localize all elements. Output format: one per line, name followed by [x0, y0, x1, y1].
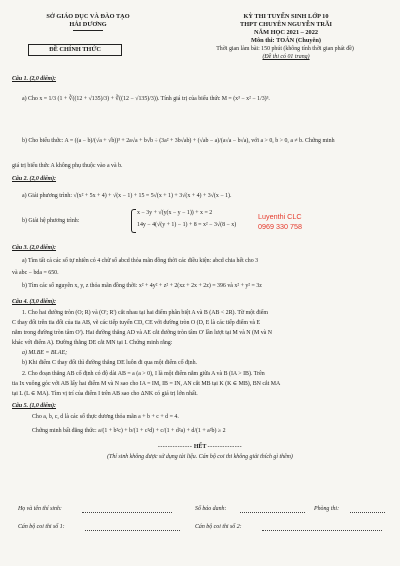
- question-4-title: Câu 4. (3,0 điểm):: [12, 299, 57, 305]
- header-divider: [73, 30, 103, 31]
- question-5-given: Cho a, b, c, d là các số thực dương thỏa mãn a + b + c + d = 4.: [32, 414, 179, 420]
- question-2b: b) Giải hệ phương trình:: [22, 218, 80, 224]
- candidate-name-field: [82, 512, 172, 513]
- proctor-2-field: [262, 530, 382, 531]
- end-mark: [150, 444, 250, 451]
- question-1-title: Câu 1. (2,0 điểm):: [12, 76, 57, 82]
- question-5-inequality: Chứng minh bất đẳng thức: a/(1 + b²c) + b/(1 + c²d) + c/(1 + d²a) + d/(1 + a²b) ≥ 2: [32, 428, 226, 434]
- question-4-1-l1: 1. Cho hai đường tròn (O; R) và (O'; R') cắt nhau tại hai điểm phân biệt A và B (AB < 2R). Từ một điểm: [22, 310, 269, 316]
- candidate-number-label: Số báo danh:: [195, 506, 227, 512]
- question-4-1-l4: khác với điểm A). Đường thẳng DE cắt MN tại I. Chứng minh rằng:: [12, 340, 173, 346]
- question-3-title: Câu 3. (2,0 điểm):: [12, 245, 57, 251]
- footer-note: (Thí sinh không được sử dụng tài liệu. Cán bộ coi thi không giải thích gì thêm): [107, 454, 293, 460]
- candidate-number-field: [240, 512, 305, 513]
- question-4-2-l1: 2. Cho đoạn thẳng AB cố định có độ dài AB = a (a > 0), I là một điểm nằm giữa A và B (IA > IB). Trên: [22, 371, 265, 377]
- proctor-2-label: Cán bộ coi thi số 2:: [195, 524, 242, 530]
- official-exam-label: ĐỀ CHÍNH THỨC: [28, 44, 122, 56]
- candidate-name-label: Họ và tên thí sinh:: [18, 506, 62, 512]
- question-5-title: Câu 5. (1,0 điểm):: [12, 403, 57, 409]
- school-name: THPT CHUYÊN NGUYỄN TRÃI: [240, 21, 332, 28]
- question-2a: a) Giải phương trình: √(x² + 5x + 4) + √(x − 1) + 15 = 5√(x + 1) + 3√(x + 4) + 3√(x − 1).: [22, 193, 232, 199]
- page-count: (Đề thi có 01 trang): [262, 54, 310, 60]
- question-1b: b) Cho biểu thức: A = ((a − b)/(√a + √b))³ + 2a√a + b√b ÷ (3a² + 3b√ab) + (√ab − a)/(a√a − b√a), với a > 0, b > 0, a ≠ b. Chứng minh: [22, 138, 335, 144]
- system-eq-1: x − 3y + √(y(x − y − 1)) + x = 2: [137, 210, 213, 216]
- question-4-2-l2: tia Ix vuông góc với AB lấy hai điểm M và N sao cho IA = IM, IB = IN, AN cắt MB tại K (K ∈ MB), BN cắt MA: [12, 381, 281, 387]
- question-4-2-l3: tại L (L ∈ MA). Tìm vị trí của điểm I trên AB sao cho ΔNK có giá trị lớn nhất.: [12, 391, 198, 397]
- subject-line: Môn thi: TOÁN (Chuyên): [251, 37, 321, 44]
- question-4-1a: a) MI.BE = BI.AE;: [22, 350, 68, 356]
- question-3a-cont: và abc − bda = 650.: [12, 270, 59, 276]
- system-brace: [131, 209, 136, 233]
- question-1a: a) Cho x = 1/3 (1 + ∛((12 + √135)/3) + ∛((12 − √135)/3)). Tính giá trị của biểu thức M = (x³ − x² − 1/3)³.: [22, 96, 270, 102]
- end-dots-right: --------------: [207, 444, 243, 450]
- school-year: NĂM HỌC 2021 – 2022: [253, 29, 318, 36]
- proctor-1-label: Cán bộ coi thi số 1:: [18, 524, 65, 530]
- exam-room-label: Phòng thi:: [314, 506, 340, 512]
- department-name: SỞ GIÁO DỤC VÀ ĐÀO TẠO: [46, 13, 130, 20]
- question-4-1-l2: C thay đổi trên tia đối của tia AB, vẽ các tiếp tuyến CD, CE với đường tròn O (D, E là các tiếp điểm và E: [12, 320, 261, 326]
- question-4-1-l3: nằm trong đường tròn tâm O'). Hai đường thẳng AD và AE cắt đường tròn tâm O' lần lượt tại M và N (M và N: [12, 330, 272, 336]
- question-2-title: Câu 2. (2,0 điểm):: [12, 176, 57, 182]
- system-eq-2: 14y − 4(√(y + 1) − 1) + 8 = x² − 3√(8 − x): [137, 222, 237, 228]
- question-3b: b) Tìm các số nguyên x, y, z thỏa mãn đồng thời: x² + 4y² + z² + 2(xz + 2x + 2z) = 396 và x² + y² = 3z: [22, 283, 262, 289]
- question-1b-cont: giá trị biểu thức A không phụ thuộc vào a và b.: [12, 163, 123, 169]
- exam-title: KỲ THI TUYỂN SINH LỚP 10: [243, 13, 329, 20]
- exam-room-field: [350, 512, 385, 513]
- question-4-1b: b) Khi điểm C thay đổi thì đường thẳng DE luôn đi qua một điểm cố định.: [22, 360, 197, 366]
- end-dots-left: --------------: [157, 444, 193, 450]
- watermark-phone: 0969 330 758: [258, 222, 302, 231]
- watermark-name: Luyenthi CLC: [258, 212, 302, 221]
- question-3a: a) Tìm tất cả các số tự nhiên có 4 chữ số abcd thỏa mãn đồng thời các điều kiện: abcd chia hết cho 3: [22, 258, 259, 264]
- proctor-1-field: [85, 530, 180, 531]
- province-name: HẢI DƯƠNG: [69, 21, 107, 28]
- end-text: HẾT: [193, 444, 207, 450]
- time-limit: Thời gian làm bài: 150 phút (không tính thời gian phát đề): [216, 46, 354, 52]
